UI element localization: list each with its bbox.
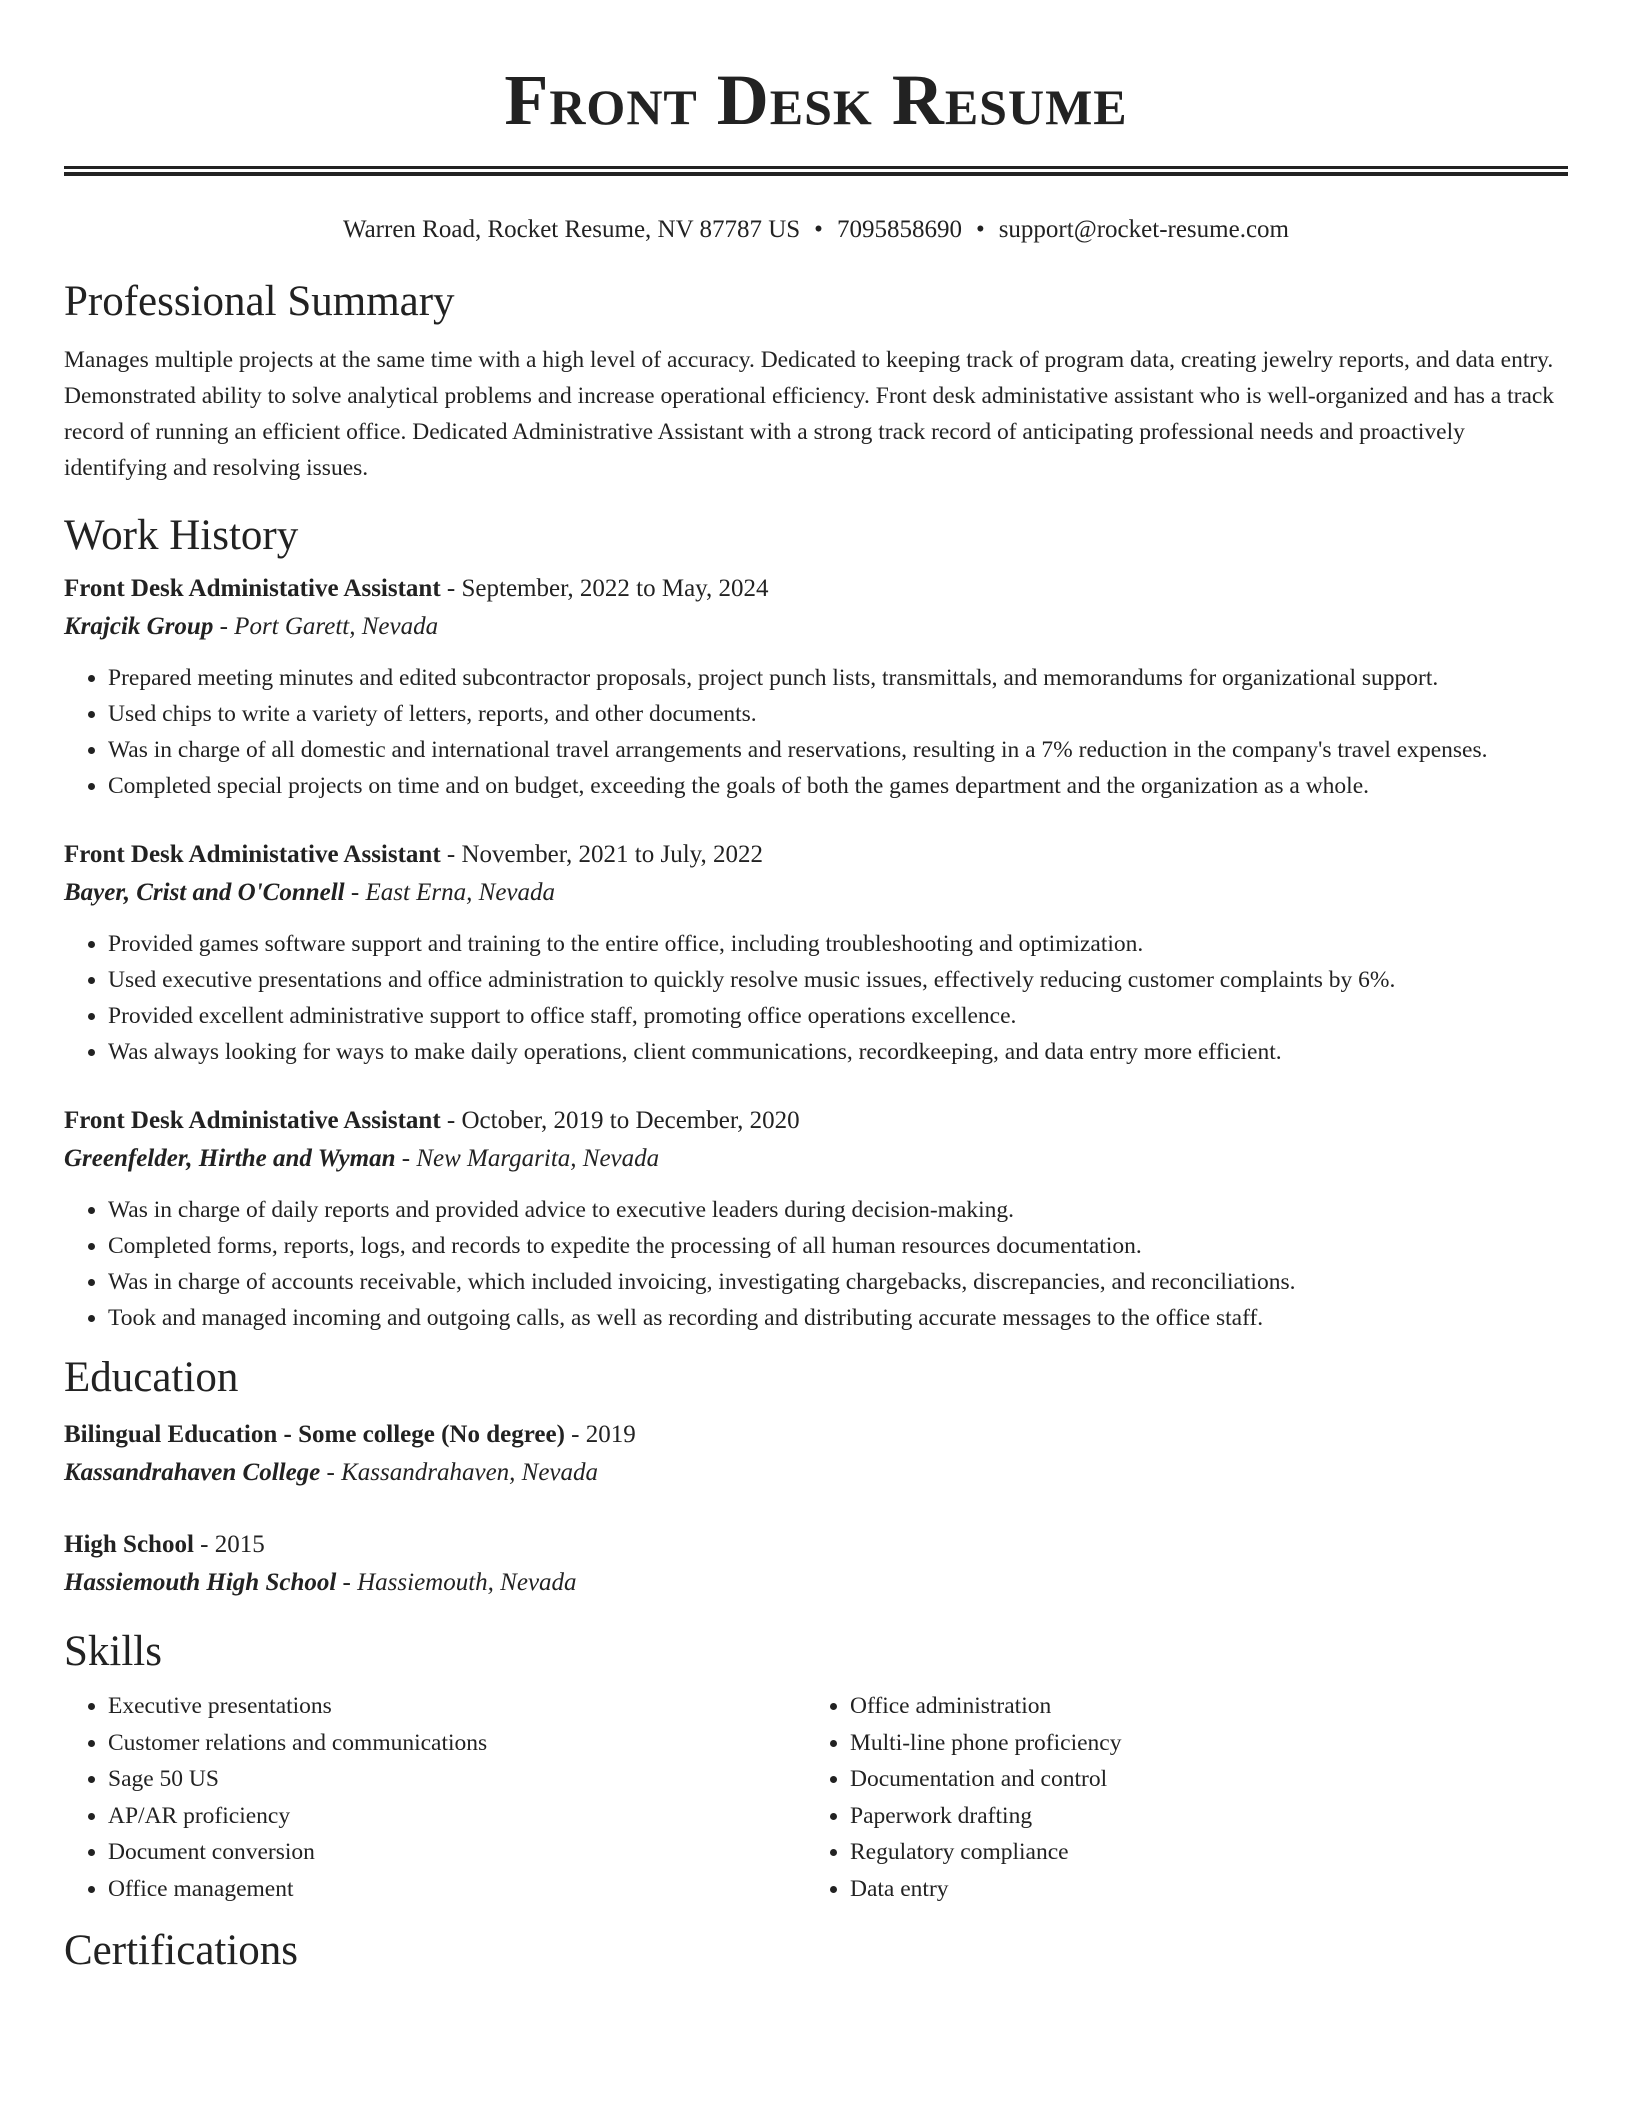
title-divider	[64, 166, 1568, 176]
education-degree-line	[64, 1416, 1568, 1454]
education-school-line	[64, 1564, 1568, 1602]
job-title: Front Desk Administative Assistant	[64, 1107, 441, 1134]
contact-line	[64, 214, 1568, 246]
contact-email: support@rocket-resume.com	[998, 216, 1289, 243]
job-header	[64, 1102, 1568, 1140]
list-item: • Data entry	[850, 1871, 1548, 1908]
job-entry	[64, 836, 1568, 1070]
list-item: • Multi-line phone proficiency	[850, 1725, 1548, 1762]
job-bullets	[64, 660, 1568, 804]
job-title: Front Desk Administative Assistant	[64, 841, 441, 868]
job-location: - Port Garett, Nevada	[213, 613, 439, 640]
education-location: - Hassiemouth, Nevada	[336, 1569, 577, 1596]
list-item: • Documentation and control	[850, 1761, 1548, 1798]
certifications-heading: Certifications	[64, 1927, 299, 1974]
contact-phone: 7095858690	[836, 216, 962, 243]
contact-separator: •	[975, 216, 985, 243]
list-item: • Provided excellent administrative support to office staff, promoting office operations excellence.	[108, 998, 1568, 1034]
work-history-heading: Work History	[64, 512, 299, 559]
list-item: • Completed forms, reports, logs, and records to expedite the processing of all human resources documentation.	[108, 1228, 1568, 1264]
resume-title: Front Desk Resume	[504, 60, 1128, 140]
education-entry	[64, 1526, 1568, 1602]
education-degree: High School	[64, 1531, 194, 1558]
job-header	[64, 836, 1568, 874]
list-item: • Sage 50 US	[108, 1761, 806, 1798]
job-entry	[64, 1102, 1568, 1336]
job-title: Front Desk Administative Assistant	[64, 575, 441, 602]
list-item: • Used chips to write a variety of letters, reports, and other documents.	[108, 696, 1568, 732]
list-item: • Paperwork drafting	[850, 1798, 1548, 1835]
education-year: - 2015	[193, 1531, 265, 1558]
job-company-line	[64, 874, 1568, 912]
education-school: Hassiemouth High School	[64, 1569, 337, 1596]
list-item: • Document conversion	[108, 1834, 806, 1871]
job-company: Greenfelder, Hirthe and Wyman	[64, 1145, 396, 1172]
education-school: Kassandrahaven College	[64, 1459, 321, 1486]
list-item: • Provided games software support and training to the entire office, including troubleshooting and optimization.	[108, 926, 1568, 962]
list-item: • Customer relations and communications	[108, 1725, 806, 1762]
list-item: • Regulatory compliance	[850, 1834, 1548, 1871]
job-dates: - November, 2021 to July, 2022	[440, 841, 764, 868]
job-bullets	[64, 1192, 1568, 1336]
job-company-line	[64, 608, 1568, 646]
list-item: • Executive presentations	[108, 1688, 806, 1725]
job-company-line	[64, 1140, 1568, 1178]
education-entry	[64, 1416, 1568, 1492]
list-item: • Completed special projects on time and on budget, exceeding the goals of both the games department and the organization as a whole.	[108, 768, 1568, 804]
education-degree: Bilingual Education - Some college (No degree)	[64, 1421, 565, 1448]
job-entry	[64, 570, 1568, 804]
job-header	[64, 570, 1568, 608]
job-company: Bayer, Crist and O'Connell	[64, 879, 345, 906]
job-location: - East Erna, Nevada	[344, 879, 556, 906]
list-item: • Was in charge of daily reports and provided advice to executive leaders during decision-making.	[108, 1192, 1568, 1228]
summary-heading: Professional Summary	[64, 278, 455, 325]
skills-heading: Skills	[64, 1628, 162, 1675]
education-location: - Kassandrahaven, Nevada	[320, 1459, 599, 1486]
list-item: • Used executive presentations and office administration to quickly resolve music issues, effectively reducing customer complaints by 6%.	[108, 962, 1568, 998]
education-school-line	[64, 1454, 1568, 1492]
skills-columns	[64, 1688, 1568, 1907]
list-item: • Was in charge of all domestic and international travel arrangements and reservations, resulting in a 7% reduction in the company's travel expenses.	[108, 732, 1568, 768]
summary-text: Manages multiple projects at the same time with a high level of accuracy. Dedicated to keeping track of program data, creating jewelry reports, and data entry. Demonstrated ability to solve analytical problems and increase operational efficiency. Front desk administative assistant who is well-organized and has a track record of running an efficient office. Dedicated Administrative Assistant with a strong track record of anticipating professional needs and proactively identifying and resolving issues.	[64, 347, 1555, 481]
skills-list-right	[806, 1688, 1548, 1907]
skills-list-left	[64, 1688, 806, 1907]
list-item: • Was in charge of accounts receivable, which included invoicing, investigating chargebacks, discrepancies, and reconciliations.	[108, 1264, 1568, 1300]
list-item: • Office administration	[850, 1688, 1548, 1725]
job-dates: - October, 2019 to December, 2020	[440, 1107, 800, 1134]
job-location: - New Margarita, Nevada	[395, 1145, 660, 1172]
job-dates: - September, 2022 to May, 2024	[440, 575, 769, 602]
education-year: - 2019	[564, 1421, 636, 1448]
contact-address: Warren Road, Rocket Resume, NV 87787 US	[342, 216, 801, 243]
education-degree-line	[64, 1526, 1568, 1564]
list-item: • Prepared meeting minutes and edited subcontractor proposals, project punch lists, transmittals, and memorandums for organizational support.	[108, 660, 1568, 696]
job-company: Krajcik Group	[64, 613, 214, 640]
list-item: • Office management	[108, 1871, 806, 1908]
list-item: • AP/AR proficiency	[108, 1798, 806, 1835]
list-item: • Took and managed incoming and outgoing calls, as well as recording and distributing accurate messages to the office staff.	[108, 1300, 1568, 1336]
contact-separator: •	[814, 216, 823, 243]
education-heading: Education	[64, 1354, 239, 1401]
job-bullets	[64, 926, 1568, 1070]
list-item: • Was always looking for ways to make daily operations, client communications, recordkeeping, and data entry more efficient.	[108, 1034, 1568, 1070]
